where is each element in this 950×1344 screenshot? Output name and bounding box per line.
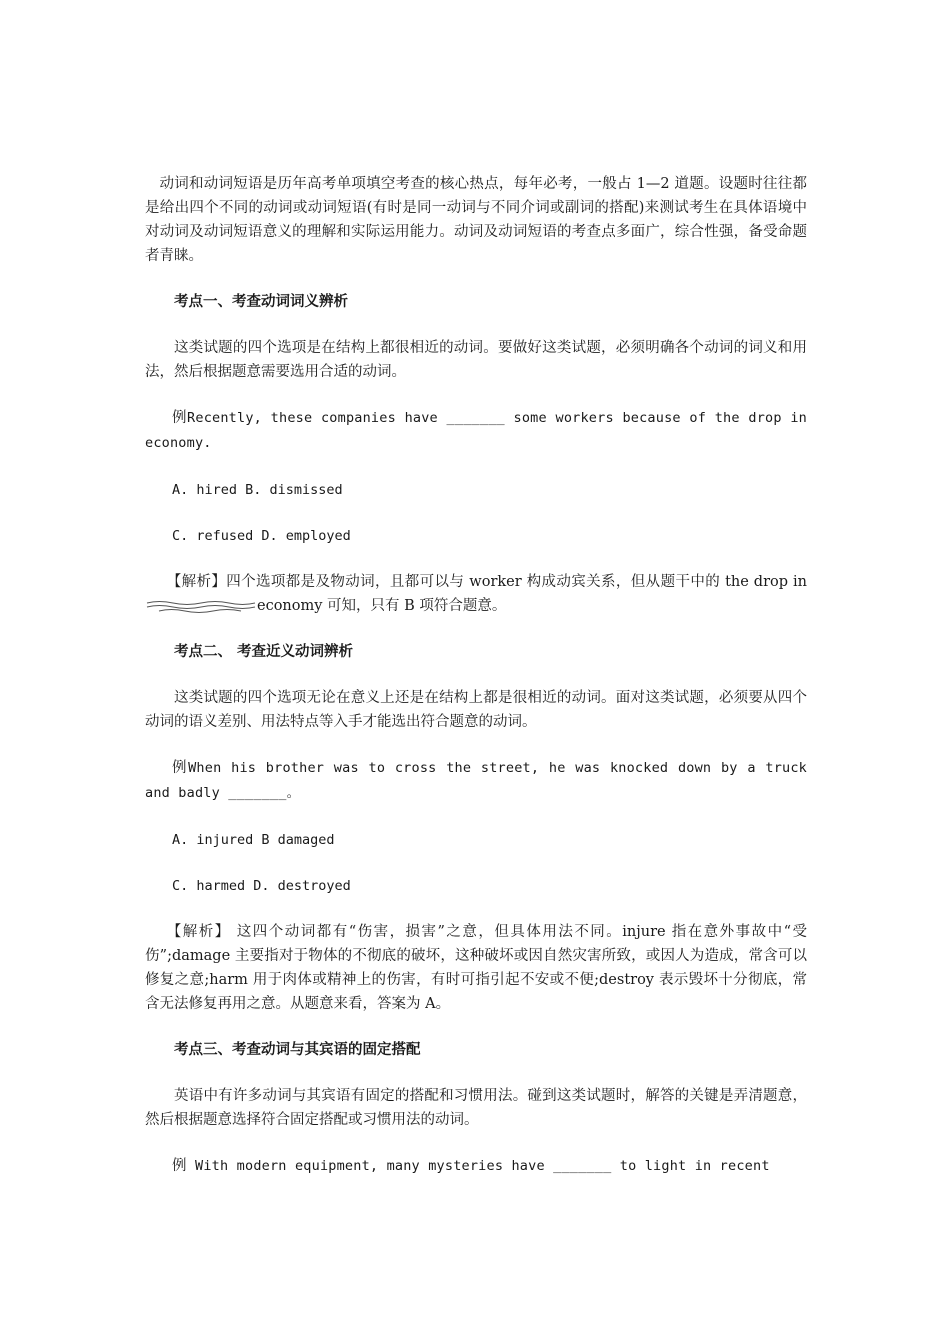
section-1-options-cd: C. refused D. employed — [172, 528, 351, 544]
section-3-example — [145, 1154, 807, 1179]
example-text: When his brother was to cross the street, he was knocked down by a truck and badly _______。 — [145, 760, 808, 801]
wavy-underline-mark — [145, 599, 257, 613]
intro-paragraph: 动词和动词短语是历年高考单项填空考查的核心热点，每年必考，一般占 1—2 道题。设题时往往都是给出四个不同的动词或动词短语(有时是同一动词与不同介词或副词的搭配)来测试考生在具体语境中对动词及动词短语意义的理解和实际运用能力。动词及动词短语的考查点多面广，综合性强，备受命题者青睐。 — [145, 176, 807, 264]
analysis-text-part1: 【解析】四个选项都是及物动词，且都可以与 worker 构成动宾关系，但从题干中的 the drop in — [166, 574, 807, 590]
example-text: Recently, these companies have _______ some workers because of the drop in economy. — [145, 410, 808, 451]
example-marker: 例 — [172, 410, 188, 426]
section-3-heading: 考点三、考查动词与其宾语的固定搭配 — [174, 1041, 421, 1058]
section-1-options-ab: A. hired B. dismissed — [172, 482, 343, 498]
section-1-example — [145, 406, 807, 456]
section-1-heading: 考点一、考查动词词义辨析 — [174, 293, 348, 310]
section-2-analysis: 【解析】 这四个动词都有“伤害，损害”之意，但具体用法不同。injure 指在意外事故中“受伤”;damage 主要指对于物体的不彻底的破坏，这种破坏或因自然灾害所致，或因人为造成，常含可以修复之意;harm 用于肉体或精神上的伤害，有时可指引起不安或不便;destroy 表示毁坏十分彻底，常含无法修复再用之意。从题意来看，答案为 A。 — [145, 924, 807, 1012]
example-text: With modern equipment, many mysteries have _______ to light in recent — [186, 1158, 770, 1174]
section-2-description: 这类试题的四个选项无论在意义上还是在结构上都是很相近的动词。面对这类试题，必须要从四个动词的语义差别、用法特点等入手才能选出符合题意的动词。 — [145, 690, 807, 730]
section-2-example — [145, 756, 807, 806]
example-marker: 例 — [172, 1158, 187, 1174]
analysis-text-part2: economy 可知，只有 B 项符合题意。 — [257, 598, 507, 614]
section-2-options-ab: A. injured B damaged — [172, 832, 335, 848]
section-3-description: 英语中有许多动词与其宾语有固定的搭配和习惯用法。碰到这类试题时，解答的关键是弄清题意，然后根据题意选择符合固定搭配或习惯用法的动词。 — [145, 1088, 807, 1128]
section-1-analysis — [145, 570, 807, 618]
example-marker: 例 — [172, 760, 189, 776]
section-2-options-cd: C. harmed D. destroyed — [172, 878, 351, 894]
section-1-description: 这类试题的四个选项是在结构上都很相近的动词。要做好这类试题，必须明确各个动词的词义和用法，然后根据题意需要选用合适的动词。 — [145, 340, 807, 380]
section-2-heading: 考点二、 考查近义动词辨析 — [174, 643, 354, 660]
document-page — [145, 172, 807, 1201]
